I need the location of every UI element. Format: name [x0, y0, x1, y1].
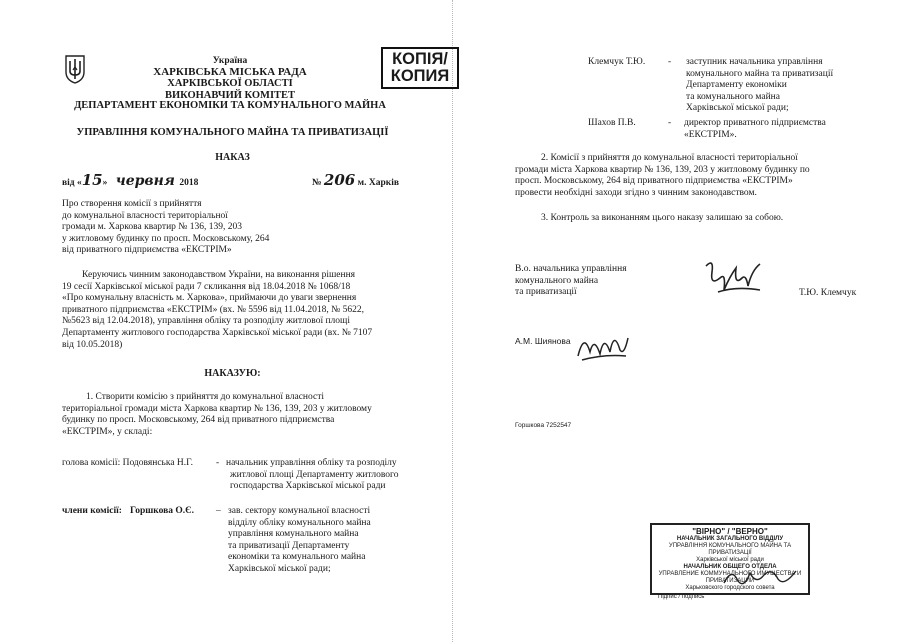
role-line: директор приватного підприємства [684, 118, 826, 128]
department: ДЕПАРТАМЕНТ ЕКОНОМІКИ ТА КОМУНАЛЬНОГО МАЙНА [74, 100, 386, 111]
subject-line: від приватного підприємства «ЕКСТРІМ» [62, 245, 232, 256]
trident-coat-of-arms-icon [64, 54, 86, 84]
item-line: просп. Московському, 264 від приватного підприємства «ЕКСТРІМ» [515, 176, 793, 187]
stamp-line: НАЧАЛЬНИК ОБЩЕГО ОТДЕЛА [683, 564, 777, 570]
item-line: «ЕКСТРІМ», у складі: [62, 426, 153, 437]
preamble [62, 270, 372, 351]
commission-head-dash: - [216, 458, 220, 468]
role-line: комунального майна та приватизації [686, 68, 834, 79]
subject-line: Про створення комісії з прийняття [62, 199, 202, 209]
signer-title [515, 264, 627, 299]
copy-stamp-line: КОПІЯ/ [392, 50, 448, 68]
preamble-line: «Про комунальну власність м. Харкова», приймаючи до уваги звернення [62, 293, 357, 304]
stamp-line: НАЧАЛЬНИК ЗАГАЛЬНОГО ВІДДІЛУ [676, 536, 784, 542]
role-line: Харківської міської ради; [686, 103, 789, 114]
preamble-line: 19 сесії Харківської міської ради 7 скликання від 18.04.2018 № 1068/18 [62, 281, 351, 292]
role-line: начальник управління обліку та розподілу [226, 458, 397, 468]
subject-line: до комунальної власності територіальної [62, 210, 228, 221]
member-name: Клемчук Т.Ю. [588, 57, 646, 67]
stamp-line: УПРАВЛЕНИЕ КОММУНАЛЬНОГО ИМУЩЕСТВА И ПРИВАТИЗАЦИИ [658, 571, 802, 584]
order-subject [62, 199, 269, 257]
member-role [228, 506, 371, 576]
region: ХАРКІВСЬКОЇ ОБЛАСТІ [167, 78, 293, 90]
preamble-line: від 10.05.2018) [62, 339, 123, 350]
letterhead [100, 56, 360, 101]
item-line: провести необхідні заходи згідно з чинним законодавством. [515, 187, 757, 198]
role-line: Департаменту економіки [686, 80, 787, 91]
role-line: «ЕКСТРІМ». [684, 129, 737, 140]
stamp-signature-label: Підпис / подпись [658, 594, 705, 600]
subject-line: громади м. Харкова квартир № 136, 139, 203 [62, 222, 242, 233]
date-month: червня [115, 173, 175, 189]
item-line: громади міста Харкова квартир № 136, 139, 203 у житловому будинку по [515, 164, 810, 175]
stamp-line: Харьковского городского совета [685, 585, 775, 591]
member-dash: - [668, 57, 672, 67]
item-line: будинку по просп. Московському, 264 від приватного підприємства [62, 415, 335, 426]
order-number [312, 171, 399, 190]
orders-title: НАКАЗУЮ: [204, 368, 261, 379]
item-line: 1. Створити комісію з прийняття до комунальної власності [86, 392, 325, 402]
role-line: Харківської міської ради; [228, 563, 331, 574]
council: ХАРКІВСЬКА МІСЬКА РАДА [153, 66, 307, 79]
member-role [684, 118, 826, 141]
role-line: та приватизації Департаменту [228, 540, 350, 551]
preamble-line: №5623 від 12.04.2018), управління обліку та розподілу житлової площі [62, 316, 351, 327]
page-fold [452, 0, 453, 642]
preamble-line: Керуючись чинним законодавством України, на виконання рішення [82, 270, 356, 280]
stamp-line: УПРАВЛІННЯ КОМУНАЛЬНОГО МАЙНА ТА ПРИВАТИЗАЦІЇ [668, 543, 792, 556]
subject-line: у житловому будинку по просп. Московському, 264 [62, 233, 270, 244]
role-line: відділу обліку комунального майна [228, 517, 371, 528]
committee: ВИКОНАВЧИЙ КОМІТЕТ [164, 89, 296, 101]
country: Україна [212, 56, 248, 66]
commission-head-role [226, 458, 398, 493]
role-line: заступник начальника управління [686, 57, 823, 67]
preamble-line: приватного підприємства «ЕКСТРІМ» (вх. № 5596 від 11.04.2018, № 5622, [62, 304, 364, 315]
copy-stamp [381, 47, 459, 89]
role-line: та комунального майна [686, 91, 780, 102]
role-line: житлової площі Департаменту житлового [230, 469, 399, 480]
member-name: Горшкова О.Є. [130, 506, 194, 516]
role-line: зав. сектору комунальної власності [228, 506, 371, 516]
stamp-title: "ВІРНО" / "ВЕРНО" [692, 527, 768, 536]
date-prefix: від « [62, 178, 82, 188]
date-mid: » [102, 178, 108, 188]
order-title: НАКАЗ [215, 152, 250, 163]
directorate: УПРАВЛІННЯ КОМУНАЛЬНОГО МАЙНА ТА ПРИВАТИЗАЦІЇ [76, 127, 389, 138]
approver-name: А.М. Шиянова [515, 336, 571, 346]
order-date [62, 171, 199, 190]
member-dash: - [668, 118, 672, 128]
executor-note: Горшкова 7252547 [515, 422, 572, 429]
role-line: господарства Харківської міської ради [230, 481, 386, 492]
signer-title-line: комунального майна [515, 275, 599, 286]
order-item-2 [515, 153, 810, 199]
city: м. Харків [357, 178, 399, 188]
signer-name: Т.Ю. Клемчук [799, 288, 857, 298]
member-role [686, 57, 833, 115]
stamp-line: Харківської міської ради [696, 557, 764, 563]
order-item-1 [62, 392, 372, 438]
copy-stamp-line: КОПИЯ [390, 67, 450, 85]
role-line: управління комунального майна [228, 529, 359, 540]
number-prefix: № [312, 178, 322, 188]
member-name: Шахов П.В. [588, 118, 636, 128]
director-signature-icon [700, 256, 770, 302]
date-year: 2018 [179, 178, 199, 188]
approver-signature-icon [574, 326, 630, 366]
signer-title-line: В.о. начальника управління [515, 264, 627, 274]
order-item-3: 3. Контроль за виконанням цього наказу залишаю за собою. [541, 213, 784, 223]
item-line: територіальної громади міста Харкова квартир № 136, 139, 203 у житловому [62, 403, 372, 414]
stamp-signature-icon [720, 563, 800, 591]
member-dash: – [216, 506, 221, 516]
item-line: 2. Комісії з прийняття до комунальної власності територіальної [541, 153, 798, 163]
commission-head-label: голова комісії: Подовянська Н.Г. [62, 458, 193, 468]
number-value: 206 [323, 171, 356, 189]
signer-title-line: та приватизації [515, 287, 577, 298]
commission-members-label: члени комісії: [62, 506, 122, 516]
role-line: економіки та комунального майна [228, 552, 366, 563]
preamble-line: Департаменту житлового господарства Харківської міської ради (вх. № 7107 [62, 327, 373, 338]
date-day: 15 [81, 171, 103, 189]
